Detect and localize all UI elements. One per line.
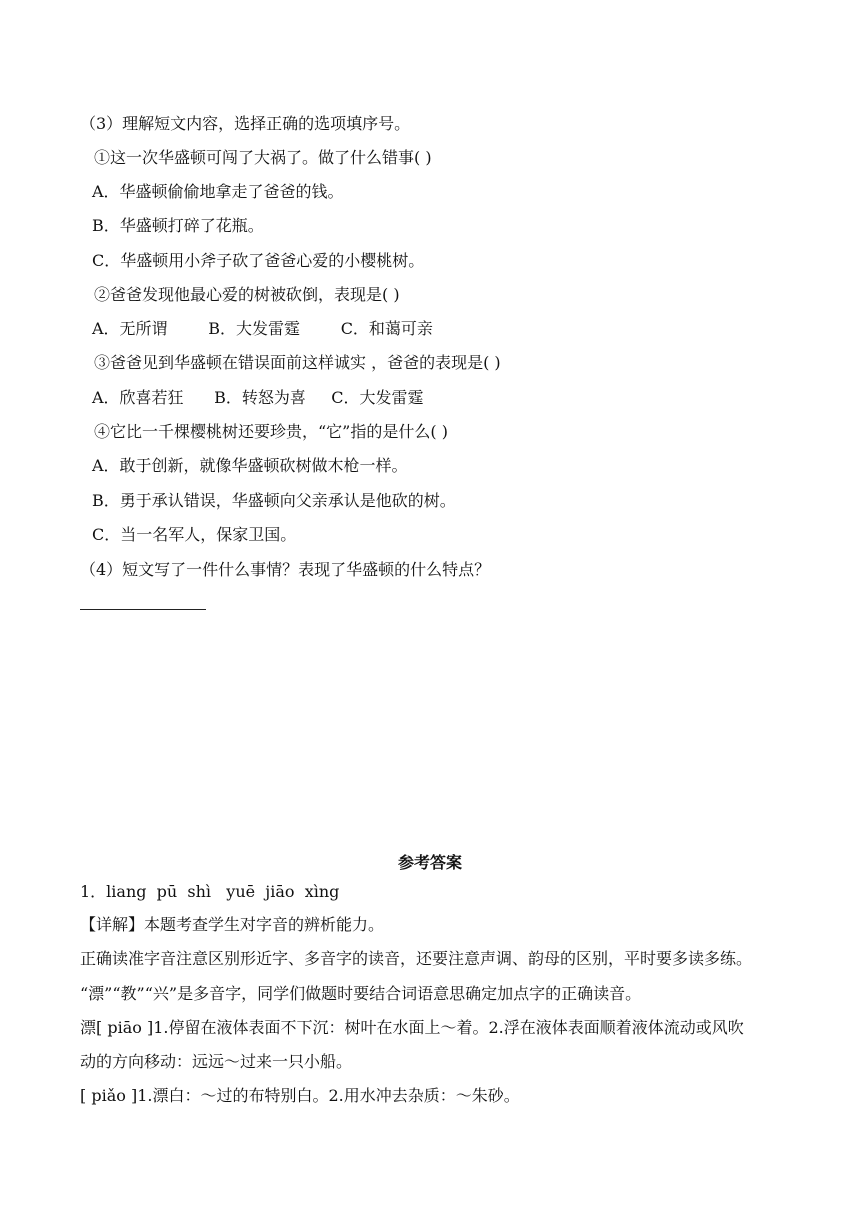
- answer-1-para-3b: 动的方向移动：远远～过来一只小船。: [80, 1052, 353, 1071]
- option-3-4-c: C．当一名军人，保家卫国。: [92, 525, 297, 544]
- answer-1-para-1: 正确读准字音注意区别形近字、多音字的读音，还要注意声调、韵母的区别，平时要多读多练。: [80, 949, 753, 968]
- answer-1: 1．liang pū shì yuē jiāo xìng: [80, 882, 340, 901]
- option-3-4-a: A．敢于创新，就像华盛顿砍树做木枪一样。: [92, 456, 408, 475]
- question-3-2: ②爸爸发现他最心爱的树被砍倒，表现是( ): [94, 285, 400, 304]
- answer-1-detail: 【详解】本题考查学生对字音的辨析能力。: [80, 915, 385, 934]
- answer-1-para-2: “漂”“教”“兴”是多音字，同学们做题时要结合词语意思确定加点字的正确读音。: [80, 984, 642, 1003]
- question-3-4: ④它比一千棵樱桃树还要珍贵，“它”指的是什么( ): [94, 422, 448, 441]
- question-4-title: （4）短文写了一件什么事情？表现了华盛顿的什么特点？: [80, 560, 491, 579]
- question-3-1: ①这一次华盛顿可闯了大祸了。做了什么错事( ): [94, 148, 432, 167]
- question-3-3: ③爸爸见到华盛顿在错误面前这样诚实 ，爸爸的表现是( ): [94, 353, 501, 372]
- answer-blank-line: [80, 609, 206, 610]
- option-3-1-b: B．华盛顿打碎了花瓶。: [92, 216, 264, 235]
- answer-1-para-4: [ piǎo ]1.漂白：～过的布特别白。2.用水冲去杂质：～朱砂。: [80, 1086, 520, 1105]
- option-3-4-b: B．勇于承认错误，华盛顿向父亲承认是他砍的树。: [92, 491, 456, 510]
- option-3-1-a: A．华盛顿偷偷地拿走了爸爸的钱。: [92, 182, 344, 201]
- question-3-title: （3）理解短文内容，选择正确的选项填序号。: [80, 114, 411, 133]
- option-3-1-c: C．华盛顿用小斧子砍了爸爸心爱的小樱桃树。: [92, 251, 425, 270]
- options-3-2: A．无所谓 B．大发雷霆 C．和蔼可亲: [92, 319, 433, 338]
- options-3-3: A．欣喜若狂 B．转怒为喜 C．大发雷霆: [92, 388, 424, 407]
- answers-heading: 参考答案: [397, 853, 462, 872]
- answer-1-para-3a: 漂[ piāo ]1.停留在液体表面不下沉：树叶在水面上～着。2.浮在液体表面顺着液体流动或风吹: [80, 1018, 744, 1037]
